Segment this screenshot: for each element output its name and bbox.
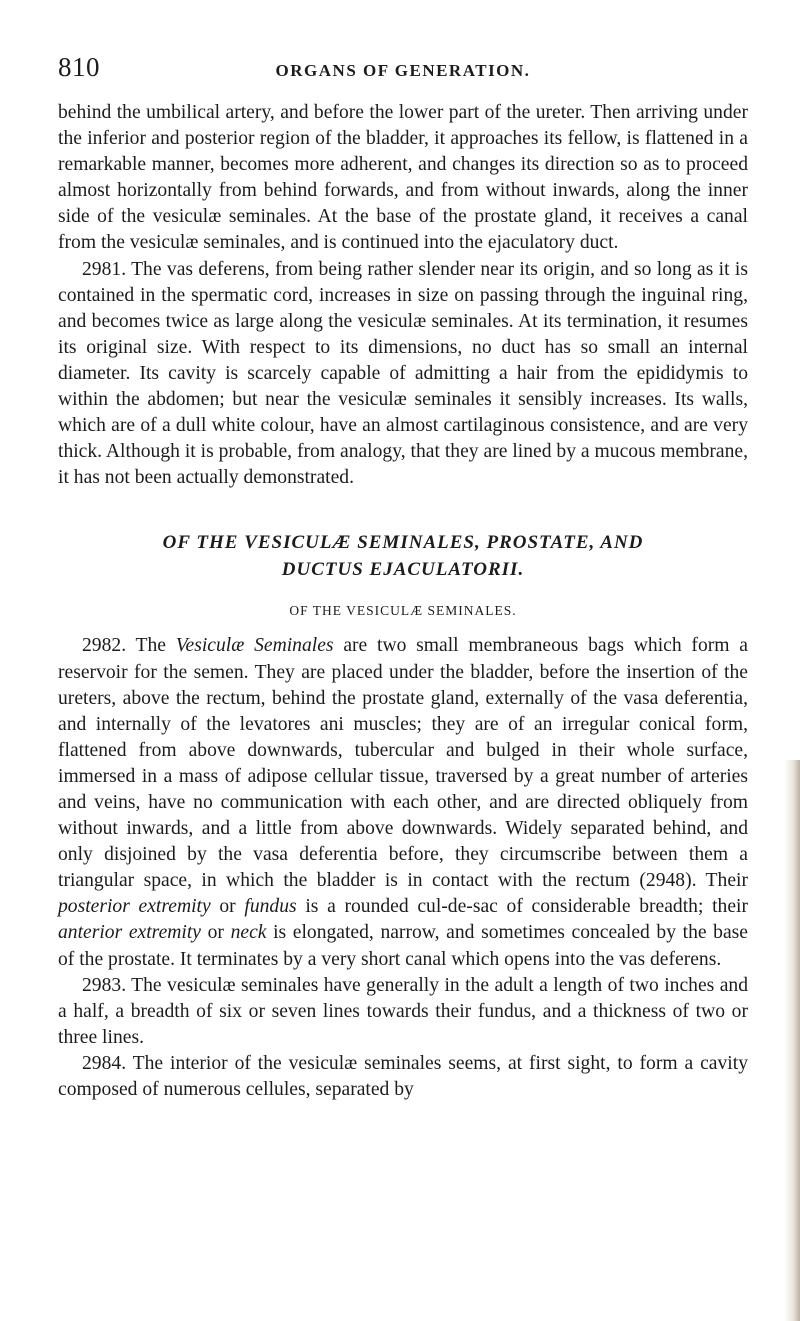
italic-term: neck (230, 922, 267, 944)
page-header (58, 52, 748, 86)
page-number: 810 (58, 52, 100, 82)
subheading: OF THE VESICULÆ SEMINALES. (289, 603, 517, 619)
italic-term: fundus (244, 896, 297, 918)
page-edge-shadow (784, 760, 800, 1321)
paragraph-2984: 2984. The interior of the vesiculæ seminales seems, at first sight, to form a cavity composed of numerous cellules, separated by (58, 1052, 748, 1100)
italic-term: Vesiculæ Seminales (175, 635, 334, 657)
paragraph-2981: 2981. The vas deferens, from being rather slender near its origin, and so long as it is contained in the spermatic cord, increases in size on passing through the inguinal ring, and becomes twice as large along the vesiculæ seminales. At its termination, it resumes its original size. With respect to its dimensions, no duct has so small an internal diameter. Its cavity is scarcely capable of admitting a hair from the epididymis to within the abdomen; but near the vesiculæ seminales it sensibly increases. Its walls, which are of a dull white colour, have an almost cartilaginous consistence, and are very thick. Although it is probable, from analogy, that they are lined by a mucous membrane, it has not been actually demonstrated. (58, 258, 748, 489)
paragraph-continuation: behind the umbilical artery, and before the lower part of the ureter. Then arriving under the inferior and posterior region of the bladder, it approaches its fellow, is flattened in a remarkable manner, becomes more adherent, and changes its direction so as to proceed almost horizontally from behind forwards, and from without inwards, along the inner side of the vesiculæ seminales. At the base of the prostate gland, it receives a canal from the vesiculæ seminales, and is continued into the ejaculatory duct. (58, 102, 748, 254)
paragraph-number: 2982. The (82, 635, 176, 657)
paragraph-2983: 2983. The vesiculæ seminales have generally in the adult a length of two inches and a half, a breadth of six or seven lines towards their fundus, and a thickness of two or three lines. (58, 974, 748, 1048)
section-heading (58, 529, 748, 583)
paragraph-2982: 2982. The Vesiculæ Seminales are two small membraneous bags which form a reservoir for the semen. They are placed under the bladder, before the insertion of the ureters, above the rectum, behind the prostate gland, externally of the vasa deferentia, and internally of the levatores ani muscles; they are of an irregular conical form, flattened from above downwards, tubercular and bulged in their whole surface, immersed in a mass of adipose cellular tissue, traversed by a great number of arteries and veins, have no communication with each other, and are directed obliquely from without inwards, and a little from above downwards. Widely separated behind, and only disjoined by the vasa deferentia before, they circumscribe between them a triangular space, in which the bladder is in contact with the rectum (2948). Their posterior extremity or fundus is a rounded cul-de-sac of considerable breadth; their anterior extremity or neck is elongated, narrow, and sometimes concealed by the base of the prostate. It terminates by a very short canal which opens into the vas deferens. (58, 635, 748, 970)
running-title: ORGANS OF GENERATION. (275, 61, 531, 80)
body-text (58, 100, 748, 1103)
italic-term: anterior extremity (58, 922, 202, 944)
section-heading-line-1: OF THE VESICULÆ SEMINALES, PROSTATE, AND (162, 532, 644, 554)
italic-term: posterior extremity (58, 896, 211, 918)
section-heading-line-2: DUCTUS EJACULATORII. (281, 559, 525, 581)
